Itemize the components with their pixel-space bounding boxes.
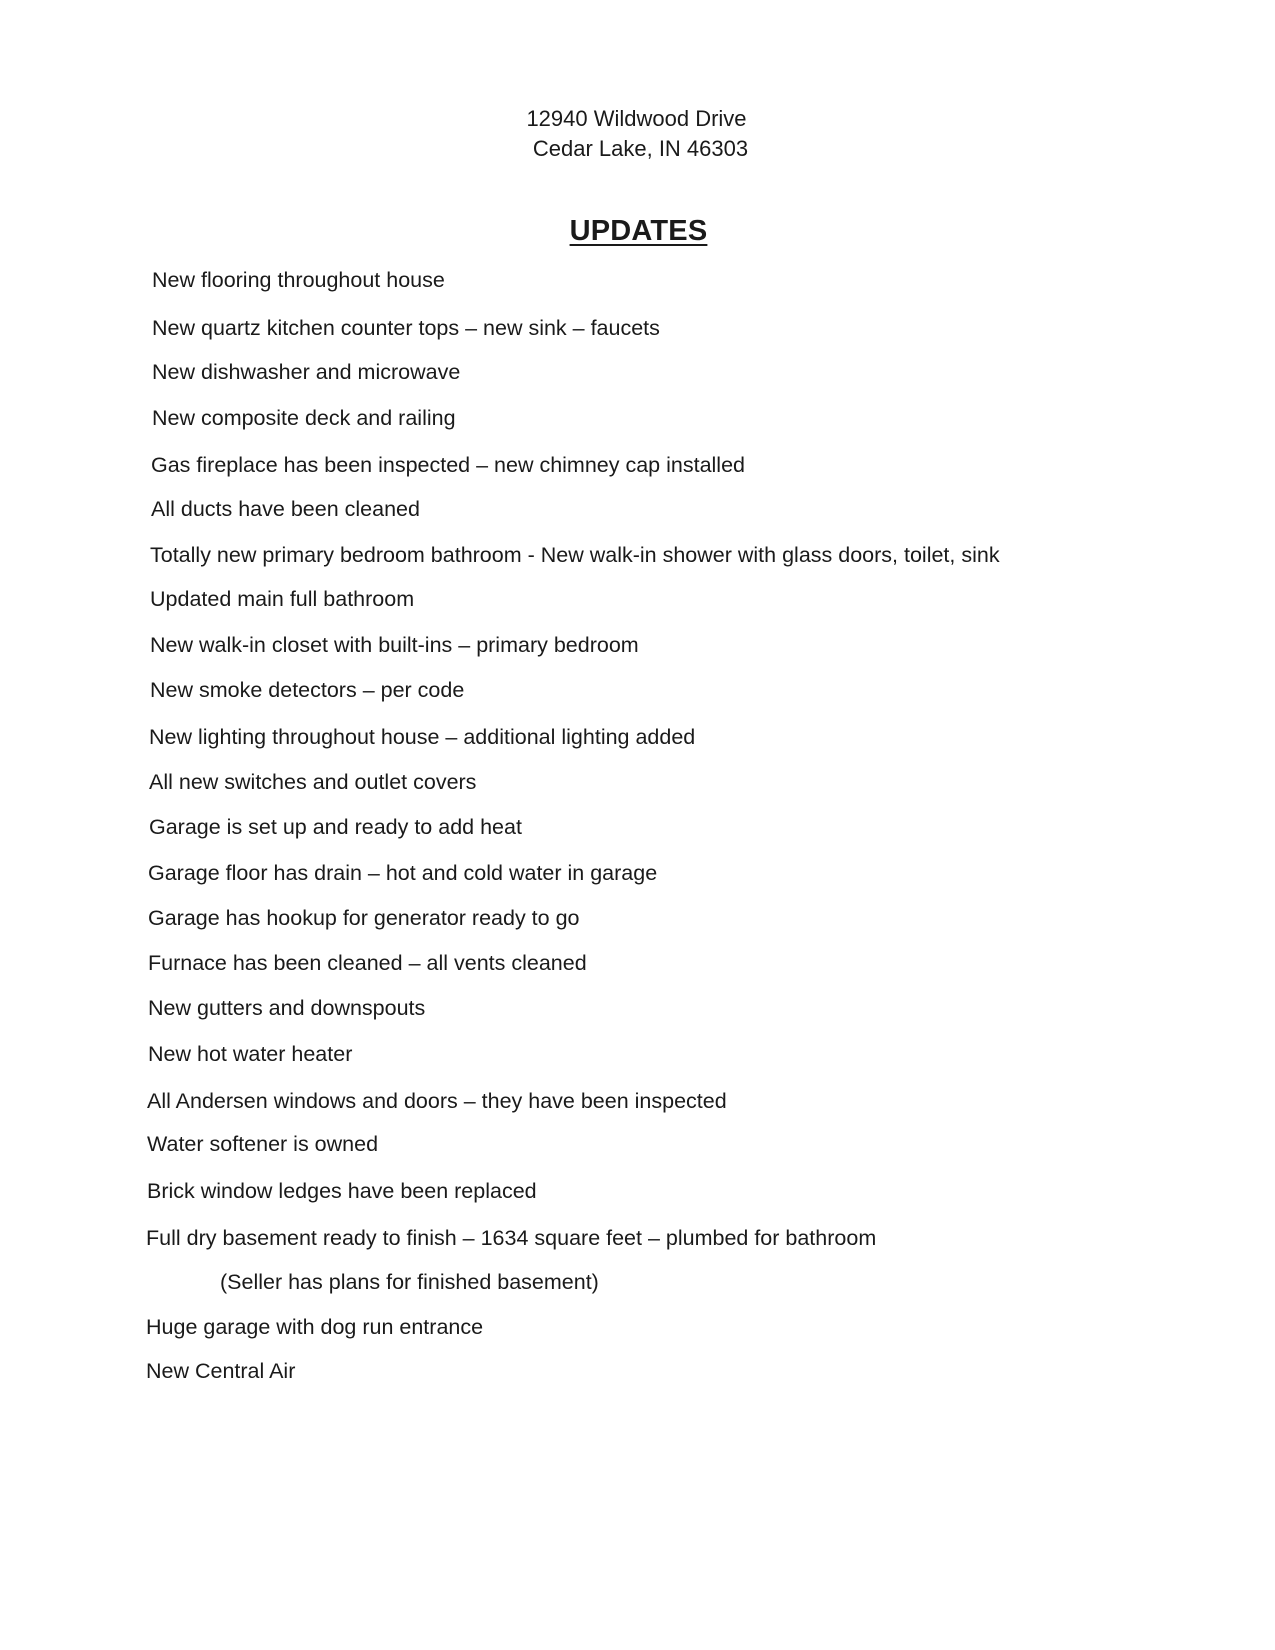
update-item: New quartz kitchen counter tops – new sink – faucets	[152, 316, 660, 340]
update-item: All ducts have been cleaned	[151, 497, 420, 521]
update-item: All new switches and outlet covers	[149, 770, 477, 794]
update-item: New dishwasher and microwave	[152, 360, 461, 384]
update-item: Water softener is owned	[147, 1132, 379, 1156]
update-item: All Andersen windows and doors – they have been inspected	[147, 1089, 727, 1113]
update-item: Updated main full bathroom	[150, 587, 415, 611]
update-item: New gutters and downspouts	[148, 996, 426, 1020]
address-street: 12940 Wildwood Drive	[526, 106, 747, 131]
update-item: New flooring throughout house	[152, 268, 445, 292]
update-item-note: (Seller has plans for finished basement)	[220, 1270, 599, 1294]
update-item: Full dry basement ready to finish – 1634 square feet – plumbed for bathroom	[146, 1226, 877, 1250]
update-item: Totally new primary bedroom bathroom - New walk-in shower with glass doors, toilet, sink	[150, 543, 1000, 567]
update-item: New walk-in closet with built-ins – primary bedroom	[150, 633, 639, 657]
update-item: New smoke detectors – per code	[150, 678, 465, 702]
update-item: Garage is set up and ready to add heat	[149, 815, 522, 839]
update-item: New composite deck and railing	[152, 406, 456, 430]
update-item: Furnace has been cleaned – all vents cleaned	[148, 951, 587, 975]
update-item: Garage floor has drain – hot and cold water in garage	[148, 861, 658, 885]
address-block	[0, 104, 1275, 164]
update-item: Gas fireplace has been inspected – new chimney cap installed	[151, 453, 745, 477]
update-item: Brick window ledges have been replaced	[147, 1179, 537, 1203]
update-item: Garage has hookup for generator ready to go	[148, 906, 580, 930]
update-item: New lighting throughout house – additional lighting added	[149, 725, 696, 749]
update-item: New Central Air	[146, 1359, 296, 1383]
updates-heading	[0, 215, 1275, 248]
update-item: Huge garage with dog run entrance	[146, 1315, 484, 1339]
update-item: New hot water heater	[148, 1042, 353, 1066]
address-city-state-zip: Cedar Lake, IN 46303	[532, 136, 749, 161]
updates-heading-text: UPDATES	[569, 215, 708, 247]
